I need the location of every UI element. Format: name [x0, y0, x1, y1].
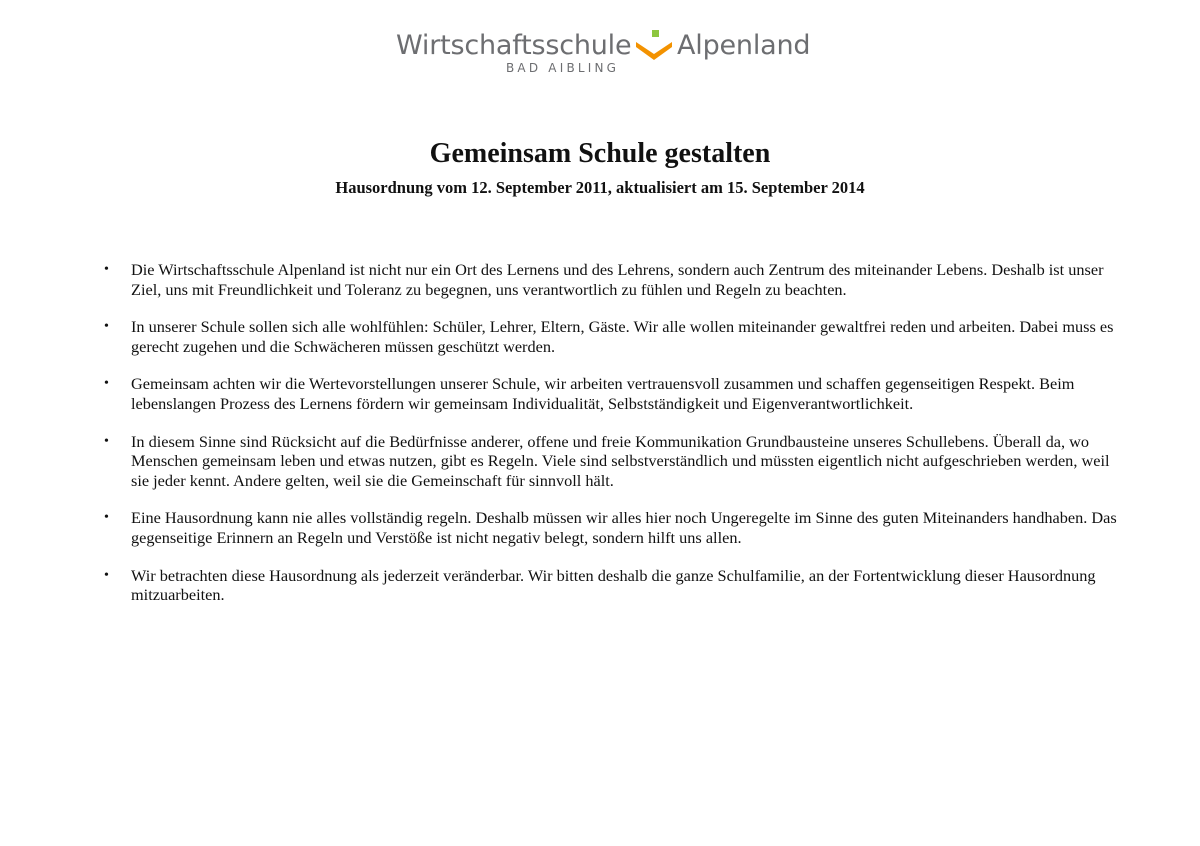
bullet-icon: • — [104, 433, 109, 449]
logo-name-part1: Wirtschaftsschule — [396, 30, 632, 61]
rule-text: In diesem Sinne sind Rücksicht auf die Bedürfnisse anderer, offene und freie Kommunikation Grundbausteine unseres Schullebens. Überall da, wo Menschen gemeinsam leben und etwas nutzen, gibt es Regeln. Viele sind selbstverständlich und müssten eigentlich nicht aufgeschrieben werden, weil sie jeder kennt. Andere gelten, weil sie die Gemeinschaft für sinnvoll hält. — [131, 431, 1110, 490]
rule-text: Eine Hausordnung kann nie alles vollständig regeln. Deshalb müssen wir alles hier noch Ungeregelte im Sinne des guten Miteinanders handhaben. Das gegenseitige Erinnern an Regeln und Verstöße ist nicht negativ belegt, sondern hilft uns allen. — [131, 508, 1117, 547]
rule-text: In unserer Schule sollen sich alle wohlfühlen: Schüler, Lehrer, Eltern, Gäste. Wir alle wollen miteinander gewaltfrei reden und arbeiten. Dabei muss es gerecht zugehen und die Schwächeren müssen geschützt werden. — [131, 317, 1114, 356]
rule-item — [104, 374, 1124, 413]
rule-item — [104, 260, 1124, 299]
document-subtitle: Hausordnung vom 12. September 2011, aktualisiert am 15. September 2014 — [335, 178, 865, 197]
logo-name-part2: Alpenland — [677, 30, 811, 61]
rules-list — [104, 260, 1124, 623]
bullet-icon: • — [104, 510, 109, 526]
rule-text: Die Wirtschaftsschule Alpenland ist nicht nur ein Ort des Lernens und des Lehrens, sondern auch Zentrum des miteinander Lebens. Deshalb ist unser Ziel, uns mit Freundlichkeit und Toleranz zu begegnen, uns verantwortlich zu fühlen und Regeln zu beachten. — [131, 260, 1104, 299]
logo-orange-chevron — [636, 42, 672, 60]
rule-text: Gemeinsam achten wir die Wertevorstellungen unserer Schule, wir arbeiten vertrauensvoll zusammen und schaffen gegenseitigen Respekt. Beim lebenslangen Prozess des Lernens fördern wir gemeinsam Individualität, Selbstständigkeit und Eigenverantwortlichkeit. — [131, 374, 1075, 413]
school-logo — [0, 28, 1200, 78]
document-title: Gemeinsam Schule gestalten — [429, 138, 771, 169]
rule-text: Wir betrachten diese Hausordnung als jederzeit veränderbar. Wir bitten deshalb die ganze Schulfamilie, an der Fortentwicklung dieser Hausordnung mitzuarbeiten. — [131, 565, 1096, 605]
rule-item — [104, 508, 1124, 547]
rule-item — [104, 432, 1124, 491]
bullet-icon: • — [104, 319, 109, 335]
logo-location: BAD AIBLING — [506, 61, 620, 75]
logo-row — [396, 28, 811, 64]
bullet-icon: • — [104, 376, 109, 392]
rule-item — [104, 566, 1124, 605]
bullet-icon: • — [104, 262, 109, 277]
bullet-icon: • — [104, 567, 109, 583]
logo-green-square — [652, 30, 659, 37]
logo-chevron-icon — [635, 30, 673, 62]
rule-item — [104, 317, 1124, 356]
